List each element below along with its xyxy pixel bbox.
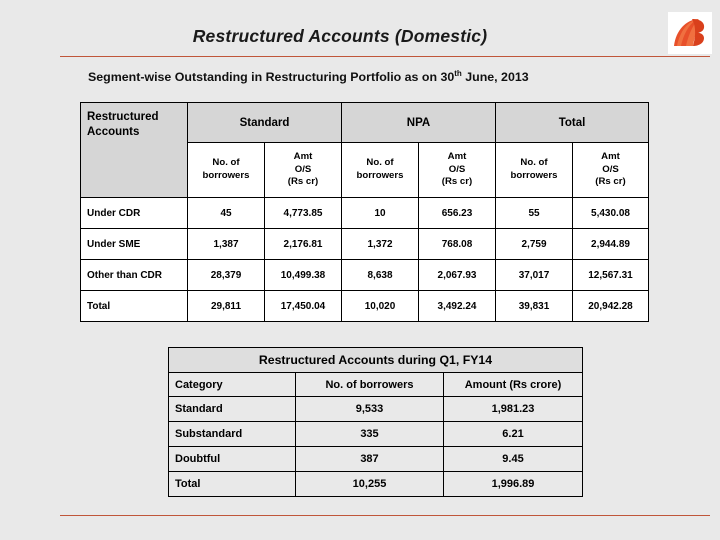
subtitle-main: Segment-wise Outstanding in Restructuring Portfolio as on 30: [88, 70, 455, 85]
q1-cell-borrowers: 387: [296, 447, 444, 472]
table-row: [81, 260, 649, 291]
row-label-total: Total: [81, 291, 188, 322]
cell-npa-borrowers: 1,372: [342, 229, 419, 260]
subtitle: [88, 69, 529, 84]
cell-npa-borrowers: 10: [342, 198, 419, 229]
q1-cell-borrowers: 9,533: [296, 397, 444, 422]
subheader-total-borrowers: [496, 143, 573, 198]
cell-standard-amount: 17,450.04: [265, 291, 342, 322]
q1-row-label-total: Total: [169, 472, 296, 497]
footer-divider-bottom: [60, 515, 710, 516]
q1-row-label-standard: Standard: [169, 397, 296, 422]
subheader-line-2: borrowers: [202, 170, 250, 181]
cell-total-borrowers: 39,831: [496, 291, 573, 322]
subheader-line-1: Amt: [293, 150, 313, 162]
subheader-line-3: (Rs cr): [441, 176, 473, 188]
table-row: [169, 422, 583, 447]
q1-header-amount: Amount (Rs crore): [444, 373, 583, 397]
page-title: Restructured Accounts (Domestic): [192, 26, 488, 46]
cell-standard-amount: 10,499.38: [265, 260, 342, 291]
cell-npa-amount: 2,067.93: [419, 260, 496, 291]
subheader-line-1: Amt: [601, 150, 620, 162]
cell-total-amount: 20,942.28: [573, 291, 649, 322]
subheader-standard-amount: [265, 143, 342, 198]
cell-total-amount: 12,567.31: [573, 260, 649, 291]
cell-standard-borrowers: 28,379: [188, 260, 265, 291]
restructured-accounts-table: [80, 102, 649, 322]
q1-row-label-doubtful: Doubtful: [169, 447, 296, 472]
q1-title-row: [169, 348, 583, 373]
cell-npa-amount: 768.08: [419, 229, 496, 260]
row-label-under-sme: Under SME: [81, 229, 188, 260]
table-row: [81, 198, 649, 229]
subheader-npa-borrowers: [342, 143, 419, 198]
cell-standard-amount: 2,176.81: [265, 229, 342, 260]
subheader-line-1: No. of: [212, 157, 240, 169]
subheader-line-2: borrowers: [510, 170, 558, 181]
subheader-line-1: No. of: [366, 157, 394, 169]
q1-cell-amount: 1,981.23: [444, 397, 583, 422]
q1-cell-amount: 9.45: [444, 447, 583, 472]
cell-npa-amount: 656.23: [419, 198, 496, 229]
table-row: [169, 447, 583, 472]
cell-standard-borrowers: 1,387: [188, 229, 265, 260]
subheader-npa-amount: [419, 143, 496, 198]
bank-of-baroda-logo: [668, 12, 712, 54]
subheader-line-2: borrowers: [356, 170, 404, 181]
cell-total-amount: 5,430.08: [573, 198, 649, 229]
q1-cell-amount: 1,996.89: [444, 472, 583, 497]
header-restructured-accounts: Restructured Accounts: [81, 103, 188, 198]
cell-npa-borrowers: 10,020: [342, 291, 419, 322]
cell-standard-borrowers: 45: [188, 198, 265, 229]
subheader-line-1: Amt: [447, 150, 467, 162]
row-label-under-cdr: Under CDR: [81, 198, 188, 229]
header-group-npa: NPA: [342, 103, 496, 143]
cell-total-borrowers: 2,759: [496, 229, 573, 260]
cell-npa-borrowers: 8,638: [342, 260, 419, 291]
cell-standard-amount: 4,773.85: [265, 198, 342, 229]
subheader-total-amount: [573, 143, 649, 198]
q1-table-title: Restructured Accounts during Q1, FY14: [169, 348, 583, 373]
row-label-other-than-cdr: Other than CDR: [81, 260, 188, 291]
q1-row-label-substandard: Substandard: [169, 422, 296, 447]
subheader-line-2: O/S: [448, 163, 466, 175]
header-group-total: Total: [496, 103, 649, 143]
subheader-line-2: O/S: [294, 163, 312, 175]
subheader-line-1: No. of: [520, 157, 548, 169]
q1-cell-borrowers: 335: [296, 422, 444, 447]
q1-header-row: [169, 373, 583, 397]
table-row-total: [81, 291, 649, 322]
header-group-standard: Standard: [188, 103, 342, 143]
subheader-line-2: O/S: [602, 163, 619, 175]
cell-standard-borrowers: 29,811: [188, 291, 265, 322]
table-row-total: [169, 472, 583, 497]
cell-total-borrowers: 37,017: [496, 260, 573, 291]
subtitle-tail: June, 2013: [461, 70, 529, 85]
subtitle-ordinal-suffix: th: [454, 69, 462, 78]
cell-npa-amount: 3,492.24: [419, 291, 496, 322]
q1-cell-amount: 6.21: [444, 422, 583, 447]
subheader-line-3: (Rs cr): [287, 176, 319, 188]
table-group-header-row: [81, 103, 649, 143]
header-divider-top: [60, 56, 710, 57]
subheader-standard-borrowers: [188, 143, 265, 198]
table-row: [169, 397, 583, 422]
q1-cell-borrowers: 10,255: [296, 472, 444, 497]
q1-header-category: Category: [169, 373, 296, 397]
cell-total-borrowers: 55: [496, 198, 573, 229]
q1-header-borrowers: No. of borrowers: [296, 373, 444, 397]
restructured-accounts-q1-table: [168, 347, 583, 497]
table-row: [81, 229, 649, 260]
subheader-line-3: (Rs cr): [595, 176, 626, 188]
cell-total-amount: 2,944.89: [573, 229, 649, 260]
